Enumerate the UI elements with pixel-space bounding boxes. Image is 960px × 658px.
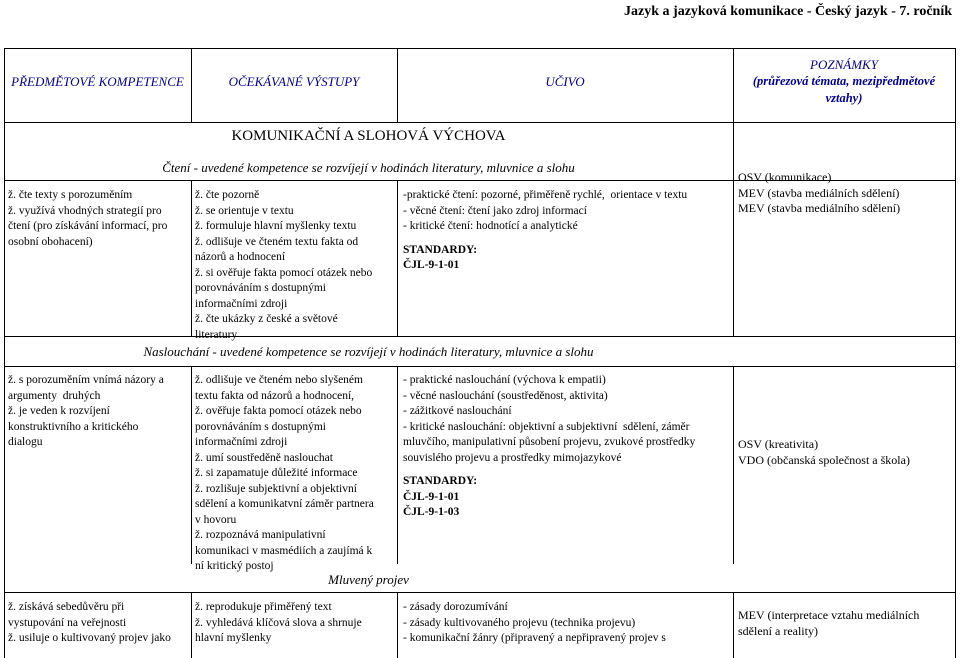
notes-divider-sub	[733, 122, 734, 180]
list-item: ž. je veden k rozvíjení	[8, 405, 110, 417]
list-item: ž. využívá vhodných strategií pro	[8, 204, 162, 217]
list-item: ž. čte pozorně	[195, 189, 260, 201]
list-item: textu fakta od názorů a hodnocení,	[195, 389, 355, 402]
block3-curriculum	[403, 600, 731, 647]
list-item: čtení (pro získávání informací, pro	[8, 220, 168, 232]
block1-curriculum	[403, 188, 731, 274]
list-item: - kritické čtení: hodnotící a analytické	[403, 220, 578, 232]
list-item: ž. se orientuje v textu	[195, 204, 294, 217]
list-item: informačními zdroji	[195, 297, 288, 310]
list-item: sdělení a komunikatvní záměr partnera	[195, 498, 374, 510]
list-item: - věcné naslouchání (soustředěnost, aktivita)	[403, 389, 608, 402]
list-item: osobní obohacení)	[8, 235, 93, 248]
list-item: - kritické naslouchání: objektivní a subjektivní sdělení, záměr	[403, 420, 690, 433]
list-item: ž. si zapamatuje důležité informace	[195, 467, 358, 479]
list-item: -praktické čtení: pozorné, přiměřeně rychlé, orientace v textu	[403, 189, 688, 201]
standards-label: STANDARDY:	[403, 475, 478, 487]
list-item: literatury	[195, 328, 238, 341]
list-item: - zásady dorozumívání	[403, 601, 508, 613]
list-item: mluvčího, manipulativní působení projevu, zvukové prostředky	[403, 436, 696, 448]
list-item: - zásady kultivovaného projevu (technika projevu)	[403, 616, 636, 629]
section-title: KOMUNIKAČNÍ A SLOHOVÁ VÝCHOVA	[231, 128, 506, 144]
block1-competences	[8, 188, 188, 250]
header-notes	[733, 56, 955, 107]
list-item: ní kritický postoj	[195, 560, 274, 572]
list-item: ž. reprodukuje přiměřený text	[195, 601, 332, 613]
header-bottom-border	[4, 122, 956, 123]
block1-outcomes	[195, 188, 395, 343]
list-item: - praktické naslouchání (výchova k empatii)	[403, 374, 606, 386]
list-item: ž. získává sebedůvěru při	[8, 601, 125, 613]
list-item: ž. rozlišuje subjektivní a objektivní	[195, 482, 357, 495]
right-border	[955, 48, 956, 658]
list-item: konstruktivního a kritického	[8, 420, 139, 433]
header-notes-sub: (průřezová témata, mezipředmětové vztahy)	[752, 74, 936, 105]
list-item: MEV (stavba mediálních sdělení)	[738, 185, 900, 200]
col-divider-2-b3	[397, 592, 398, 658]
block3-notes	[738, 608, 952, 639]
col-divider-2-b1	[397, 180, 398, 336]
table-top-border	[4, 48, 956, 49]
list-item: komunikaci v masmédiích a zaujímá k	[195, 544, 373, 557]
document-title: Jazyk a jazyková komunikace - Český jazyk - 7. ročník	[624, 4, 952, 19]
list-item: MEV (stavba mediálního sdělení)	[738, 201, 901, 215]
header-competences: PŘEDMĚTOVÉ KOMPETENCE	[11, 74, 184, 89]
block2-outcomes	[195, 373, 395, 575]
block3-competences	[8, 600, 188, 647]
list-item: ž. rozpoznává manipulativní	[195, 529, 326, 541]
standards-label: STANDARDY:	[403, 243, 478, 256]
list-item: - zážitkové naslouchání	[403, 405, 512, 417]
list-item: OSV (komunikace)	[738, 170, 832, 184]
list-item: sdělení a reality)	[738, 623, 818, 638]
standard-code: ČJL-9-1-01	[403, 259, 460, 271]
list-item: hlavní myšlenky	[195, 632, 272, 644]
list-item: ž. formuluje hlavní myšlenky textu	[195, 220, 357, 232]
list-item: dialogu	[8, 436, 43, 448]
list-item: názorů a hodnocení	[195, 251, 286, 263]
col-divider-3-b3	[733, 592, 734, 658]
block1-subtitle: Čtení - uvedené kompetence se rozvíjejí v hodinách literatury, mluvnice a slohu	[162, 160, 575, 175]
header-notes-title: POZNÁMKY	[810, 57, 878, 72]
list-item: - komunikační žánry (připravený a nepřipravený projev s	[403, 632, 666, 644]
col-divider-1-b3	[191, 592, 192, 658]
block2-competences	[8, 373, 188, 451]
header-outcomes: OČEKÁVANÉ VÝSTUPY	[228, 74, 360, 89]
list-item: - věcné čtení: čtení jako zdroj informací	[403, 204, 587, 217]
list-item: ž. odlišuje ve čteném textu fakta od	[195, 235, 359, 248]
list-item: ž. si ověřuje fakta pomocí otázek nebo	[195, 266, 373, 279]
standard-code: ČJL-9-1-01	[403, 490, 460, 503]
list-item: VDO (občanská společnost a škola)	[738, 452, 910, 467]
col-divider-1-b1	[191, 180, 192, 336]
list-item: argumenty druhých	[8, 389, 101, 402]
list-item: ž. usiluje o kultivovaný projev jako	[8, 632, 171, 644]
list-item: ž. s porozuměním vnímá názory a	[8, 374, 164, 386]
block1-bottom-border	[4, 336, 956, 337]
list-item: ž. odlišuje ve čteném nebo slyšeném	[195, 374, 363, 386]
col-divider-3-b2	[733, 366, 734, 564]
list-item: ž. vyhledává klíčová slova a shrnuje	[195, 616, 362, 629]
block3-outcomes	[195, 600, 395, 647]
list-item: informačními zdroji	[195, 436, 288, 448]
list-item: vystupování na veřejnosti	[8, 616, 127, 629]
list-item: ž. čte ukázky z české a světové	[195, 313, 338, 325]
list-item: souvislého projevu a prostředky mimojazykové	[403, 451, 622, 464]
col-divider-3-b1	[733, 180, 734, 336]
col-divider-1-b2	[191, 366, 192, 564]
block2-notes	[738, 437, 952, 468]
list-item: ž. umí soustředěně naslouchat	[195, 451, 333, 464]
list-item: MEV (interpretace vztahu mediálních	[738, 608, 920, 622]
block3-sub-border	[4, 592, 956, 593]
block2-sub-border	[4, 366, 956, 367]
col-divider-2-b2	[397, 366, 398, 564]
list-item: v hovoru	[195, 513, 237, 526]
header-curriculum: UČIVO	[545, 74, 585, 89]
block2-subtitle: Naslouchání - uvedené kompetence se rozvíjejí v hodinách literatury, mluvnice a slohu	[143, 344, 594, 359]
list-item: ž. ověřuje fakta pomocí otázek nebo	[195, 405, 362, 417]
block1-notes	[738, 170, 952, 217]
block2-curriculum	[403, 373, 731, 521]
list-item: porovnáváním s dostupnými	[195, 420, 326, 433]
standard-code: ČJL-9-1-03	[403, 506, 460, 518]
list-item: porovnáváním s dostupnými	[195, 282, 326, 294]
list-item: ž. čte texty s porozuměním	[8, 189, 133, 201]
block3-subtitle: Mluvený projev	[328, 572, 409, 587]
list-item: OSV (kreativita)	[738, 437, 819, 451]
